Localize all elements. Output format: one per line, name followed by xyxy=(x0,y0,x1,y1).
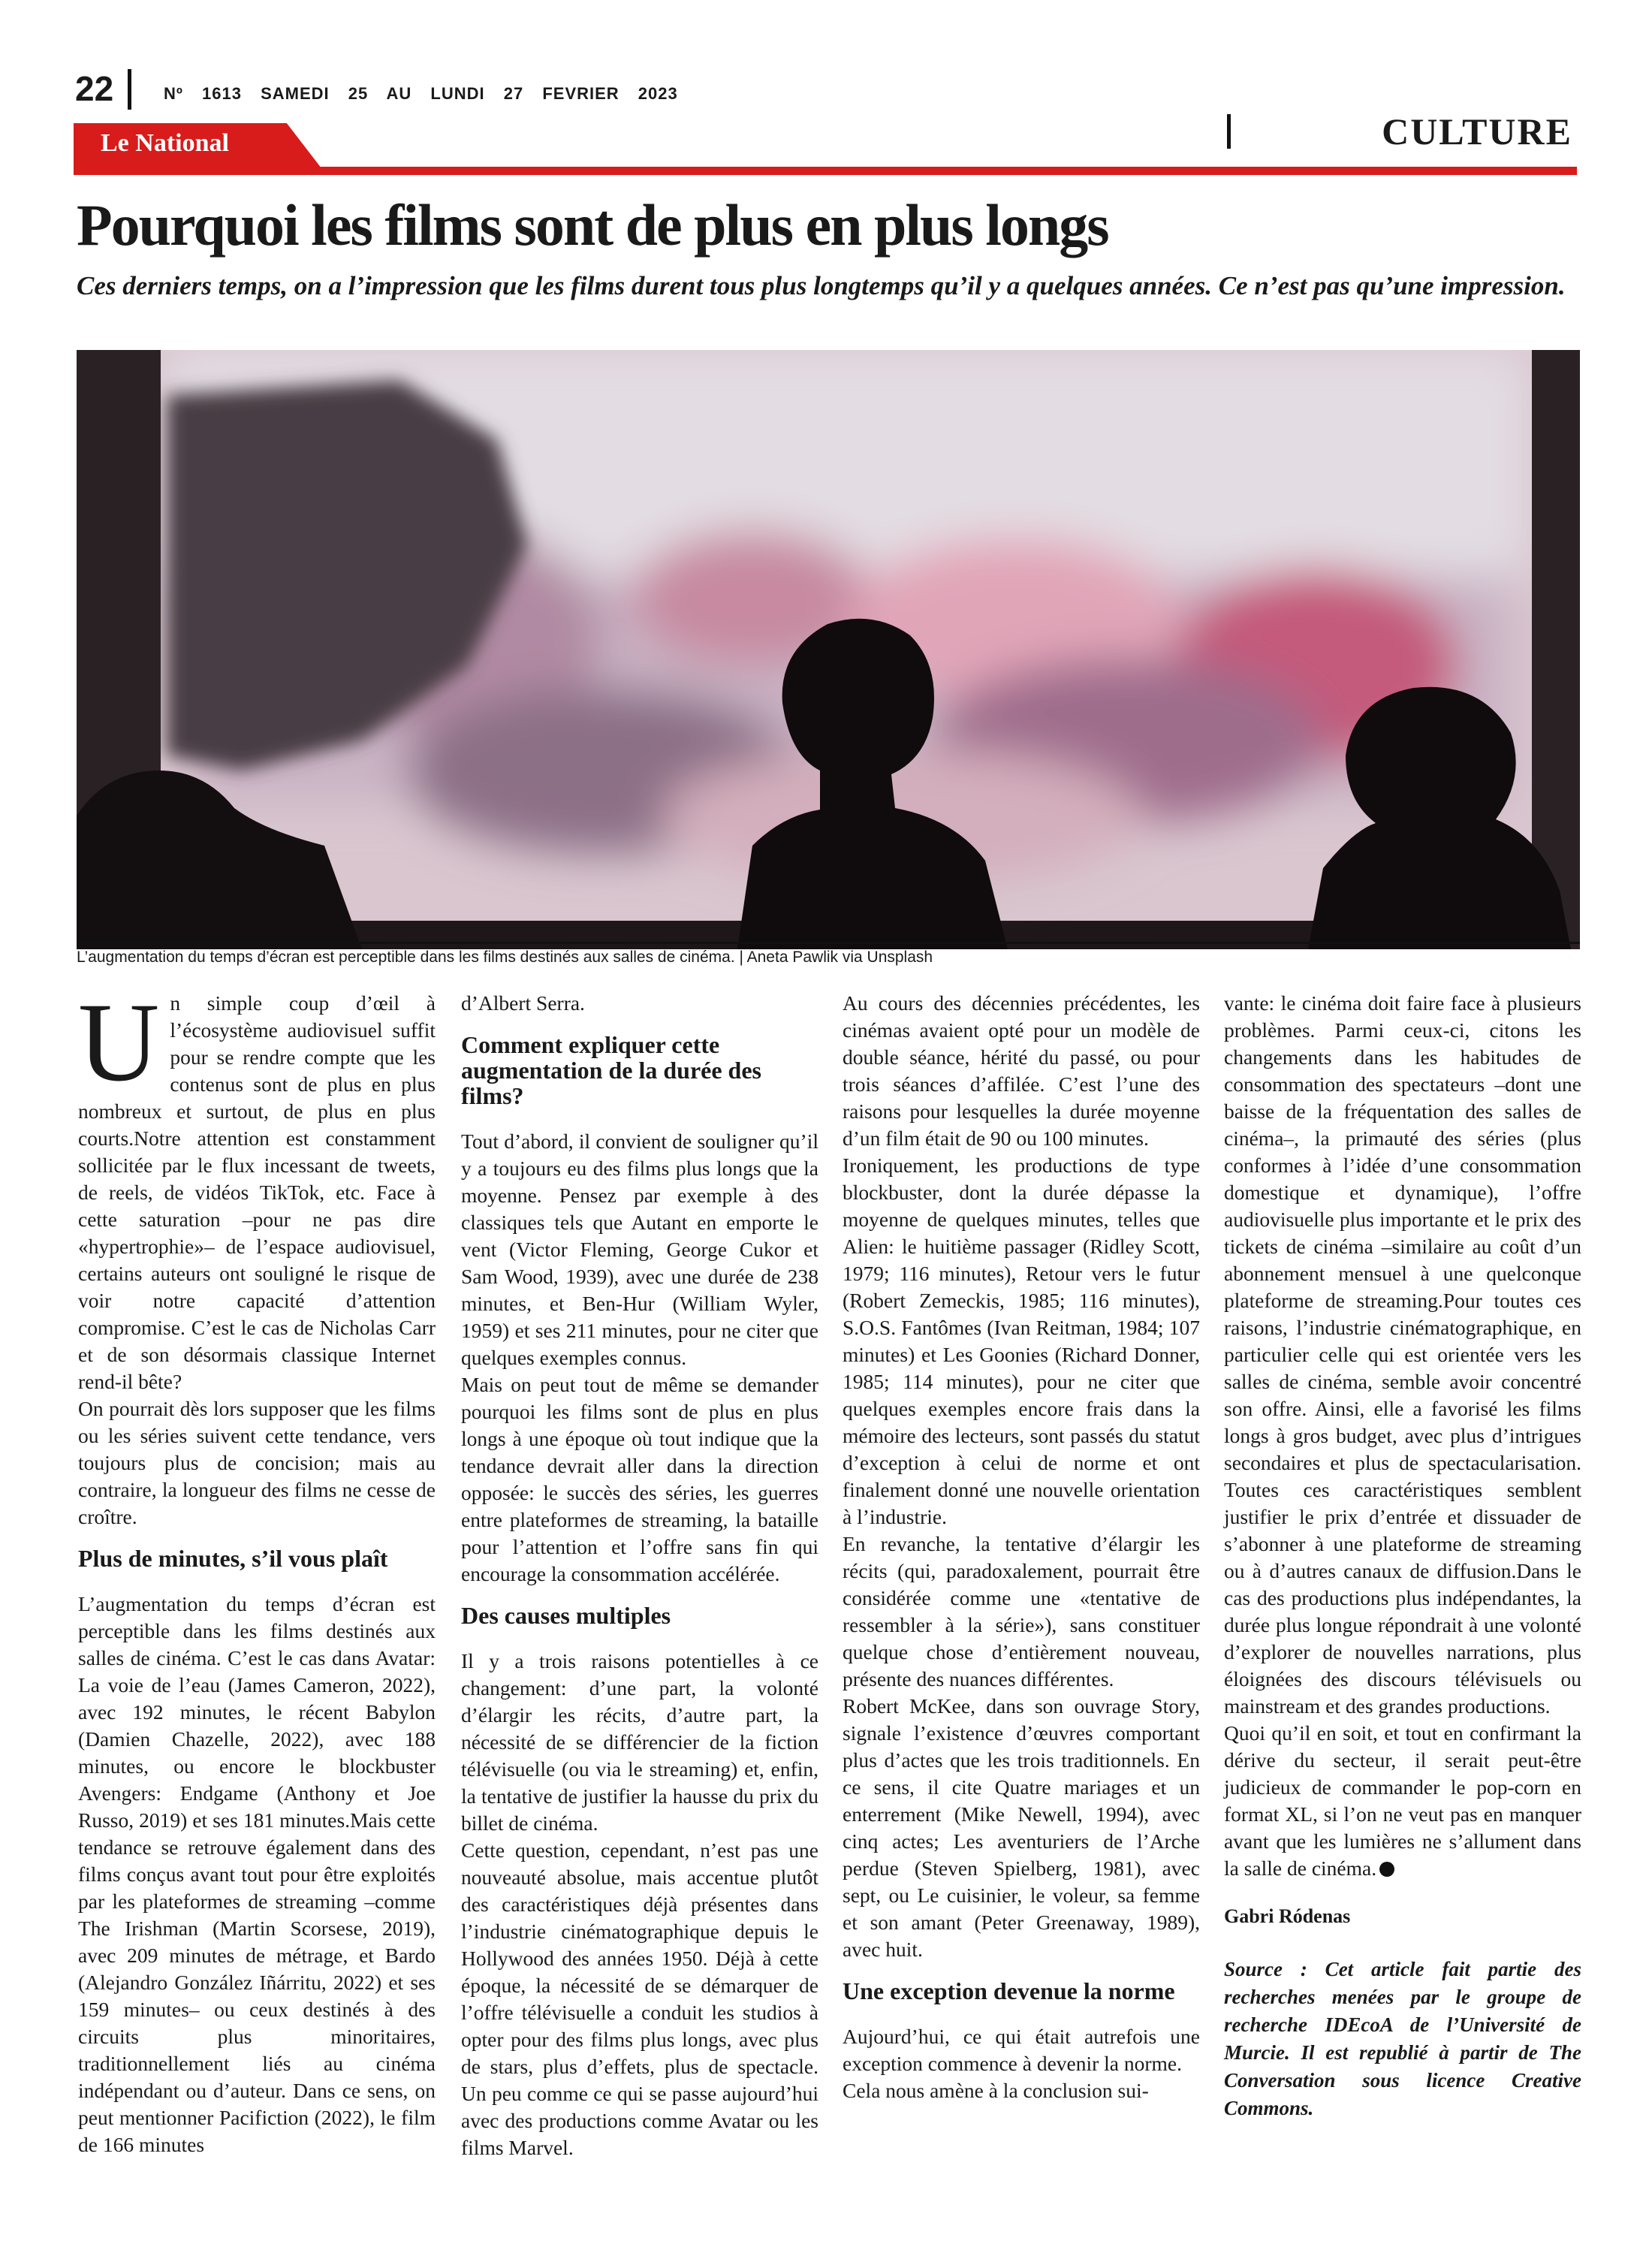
photo-caption: L’augmentation du temps d’écran est perceptible dans les films destinés aux salles de cinéma. | Aneta Pawlik via Unsplash xyxy=(77,949,933,966)
body-paragraph: On pourrait dès lors supposer que les films ou les séries suivent cette tendance, vers toujours plus de concision; mais au contraire, la longueur des films ne cesse de croître. xyxy=(78,1397,436,1528)
body-paragraph: Aujourd’hui, ce qui était autrefois une exception commence à devenir la norme. xyxy=(843,2025,1200,2075)
subheading: Plus de minutes, s’il vous plaît xyxy=(78,1545,388,1572)
section-divider xyxy=(1227,114,1231,149)
page-number-divider xyxy=(128,69,131,110)
body-paragraph: L’augmentation du temps d’écran est perceptible dans les films destinés aux salles de cinéma. C’est le cas dans Avatar: La voie de l’eau (James Cameron, 2022), avec 192 minutes, le récent Babylon (Damien Chazelle, 2022), avec 188 minutes, ou encore le blockbuster Avengers: Endgame (Anthony et Joe Russo, 2019) et ses 181 minutes.Mais cette tendance se retrouve également dans des films conçus avant tout pour être exploités par les plateformes de streaming –comme The Irishman (Martin Scorsese, 2019), avec 209 minutes de métrage, et Bardo (Alejandro González Iñárritu, 2022) et ses 159 minutes– ou ceux destinés à des circuits plus minoritaires, traditionnellement liés au cinéma indépendant ou d’auteur. Dans ce sens, on peut mentionner Pacifiction (2022), le film de 166 minutes xyxy=(78,1592,436,2156)
body-paragraph: Il y a trois raisons potentielles à ce changement: d’une part, la volonté d’élargir les récits, d’autre part, la nécessité de se différencier de la fiction télévisuelle (ou via le streaming) et, enfin, la tentative de justifier la hausse du prix du billet de cinéma. xyxy=(461,1649,818,1835)
subheading: Une exception devenue la norme xyxy=(843,1977,1175,2004)
article-photo xyxy=(77,350,1580,949)
article-source-note: Source : Cet article fait partie des recherches menées par le groupe de recherche IDEcoA de l’Université de Murcie. Il est republié à partir de The Conversation sous licence Creative Commons. xyxy=(1224,1958,1581,2119)
masthead-logo: Le National xyxy=(101,129,229,157)
body-paragraph: Ironiquement, les productions de type blockbuster, dont la durée dépasse la moyenne de quelques minutes, telles que Alien: le huitième passager (Ridley Scott, 1979; 116 minutes), Retour vers le futur (Robert Zemeckis, 1985; 116 minutes), S.O.S. Fantômes (Ivan Reitman, 1984; 107 minutes) et Les Goonies (Richard Donner, 1985; 114 minutes), pour ne citer que quelques exemples encore frais dans la mémoire des lecteurs, sont passés du statut d’exception à celui de norme et ont finalement donné une nouvelle orientation à l’industrie. xyxy=(843,1154,1200,1528)
page-number: 22 xyxy=(75,69,114,108)
body-paragraph xyxy=(1224,1720,1581,1882)
article-standfirst: Ces derniers temps, on a l’impression que les films durent tous plus longtemps qu’il y a quelques années. Ce n’est pas qu’une impression. xyxy=(77,271,1566,300)
article-column-3 xyxy=(843,990,1200,2104)
body-paragraph: Mais on peut tout de même se demander pourquoi les films sont de plus en plus longs à une époque où tout indique que la tendance devrait aller dans la direction opposée: le succès des séries, les guerres entre plateformes de streaming, la bataille pour l’attention et l’offre sans fin qui encourage la consommation accélérée. xyxy=(461,1373,818,1585)
paragraph-text: Quoi qu’il en soit, et tout en confirmant la dérive du secteur, il serait peut-être judicieux de commander le pop-corn en format XL, si l’on ne veut pas en manquer avant que les lumières ne s’allument dans la salle de cinéma. xyxy=(1224,1721,1581,1880)
article-author: Gabri Ródenas xyxy=(1224,1905,1351,1927)
body-paragraph: Au cours des décennies précédentes, les cinémas avaient opté pour un modèle de double séance, hérité du passé, ou pour trois séances d’affilée. C’est l’une des raisons pour lesquelles la durée moyenne d’un film était de 90 ou 100 minutes. xyxy=(843,991,1200,1150)
section-label: CULTURE xyxy=(1382,110,1572,152)
drop-cap: U xyxy=(78,980,160,1105)
body-paragraph: Tout d’abord, il convient de souligner qu’il y a toujours eu des films plus longs que la moyenne. Pensez par exemple à des classiques tels que Autant en emporte le vent (Victor Fleming, George Cukor et Sam Wood, 1939), avec une durée de 238 minutes, et Ben-Hur (William Wyler, 1959) et ses 211 minutes, pour ne citer que quelques exemples connus. xyxy=(461,1130,818,1369)
body-paragraph: En revanche, la tentative d’élargir les récits (qui, paradoxalement, pourrait être considérée comme une «tentative de ressembler à la série»), sans constituer quelque chose d’entièrement nouveau, présente des nuances différentes. xyxy=(843,1532,1200,1691)
body-paragraph: Cette question, cependant, n’est pas une nouveauté absolue, mais accentue plutôt des caractéristiques déjà présentes dans l’industrie cinématographique depuis le Hollywood des années 1950. Déjà à cette époque, la nécessité de se démarquer de l’offre télévisuelle a conduit les studios à opter pour des films plus longs, avec plus de stars, plus d’effets, plus de spectacle. Un peu comme ce qui se passe aujourd’hui avec des productions comme Avatar ou les films Marvel. xyxy=(461,1838,818,2159)
issue-date-line: Nº 1613 SAMEDI 25 AU LUNDI 27 FEVRIER 2023 xyxy=(164,84,678,103)
body-paragraph: d’Albert Serra. xyxy=(461,991,585,1015)
body-paragraph xyxy=(78,980,436,1395)
subheading: Des causes multiples xyxy=(461,1602,671,1629)
article-column-1 xyxy=(78,980,436,2158)
cinema-audience-image xyxy=(77,350,1580,949)
subheading: Comment expliquer cette augmentation de la durée des films? xyxy=(461,1031,761,1109)
header-rule xyxy=(74,167,1577,175)
paragraph-text: n simple coup d’œil à l’écosystème audiovisuel suffit pour se rendre compte que les contenus sont de plus en plus nombreux et surtout, de plus en plus courts.Notre attention est constamment sollicitée par le flux incessant de tweets, de reels, de vidéos TikTok, etc. Face à cette saturation –pour ne pas dire «hypertrophie»– de l’espace audiovisuel, certains auteurs ont souligné le risque de voir notre capacité d’attention compromise. C’est le cas de Nicholas Carr et de son désormais classique Internet rend-il bête? xyxy=(78,991,436,1393)
body-paragraph: Robert McKee, dans son ouvrage Story, signale l’existence d’œuvres comportant plus d’actes que les trois traditionnels. En ce sens, il cite Quatre mariages et un enterrement (Mike Newell, 1994), avec cinq actes; Les aventuriers de l’Arche perdue (Steven Spielberg, 1981), avec sept, ou Le cuisinier, le voleur, sa femme et son amant (Peter Greenaway, 1989), avec huit. xyxy=(843,1694,1200,1961)
article-column-2 xyxy=(461,990,818,2161)
article-column-4 xyxy=(1224,990,1581,2122)
body-paragraph: Cela nous amène à la conclusion sui- xyxy=(843,2079,1149,2102)
body-paragraph: vante: le cinéma doit faire face à plusieurs problèmes. Parmi ceux-ci, citons les changements dans les habitudes de consommation des spectateurs –dont une baisse de la fréquentation des salles de cinéma–, la primauté des séries (plus conformes à l’idée d’une consommation domestique et dynamique), l’offre audiovisuelle plus importante et le prix des tickets de cinéma –similaire au coût d’un abonnement mensuel à une quelconque plateforme de streaming.Pour toutes ces raisons, l’industrie cinématographique, en particulier celle qui est orientée vers les salles de cinéma, semble avoir concentré son offre. Ainsi, elle a favorisé les films longs à gros budget, avec plus d’intrigues secondaires et plus de spectacularisation. Toutes ces caractéristiques semblent justifier le prix d’entrée et dissuader de s’abonner à une plateforme de streaming ou à d’autres canaux de diffusion.Dans le cas des productions plus indépendantes, la durée plus longue répondrait à une volonté d’explorer de nouvelles narrations, plus éloignées des discours télévisuels ou mainstream et des grandes productions. xyxy=(1224,991,1581,1718)
photo-rule xyxy=(77,942,1580,944)
end-of-article-icon xyxy=(1379,1862,1394,1877)
article-title: Pourquoi les films sont de plus en plus longs xyxy=(77,192,1108,258)
